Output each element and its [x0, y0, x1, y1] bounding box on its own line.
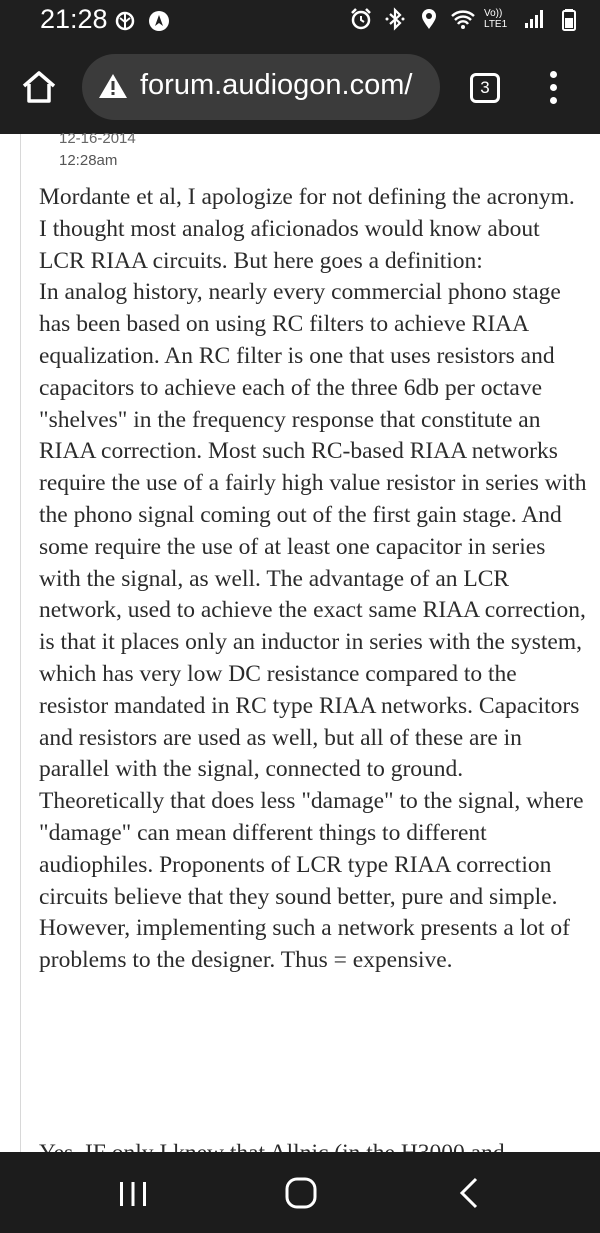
status-right-icons	[348, 6, 582, 32]
tab-switcher-button[interactable]: 3	[470, 73, 500, 103]
navigation-bar	[0, 1152, 600, 1233]
recent-apps-icon[interactable]	[116, 1180, 150, 1208]
post-date: 12-16-2014	[59, 130, 136, 147]
forum-post	[20, 130, 589, 1152]
post-paragraph: Mordante et al, I apologize for not defining the acronym. I thought most analog aficionados would know about LCR RIAA circuits. But here goes a definition:	[39, 184, 575, 274]
home-icon[interactable]	[284, 1176, 318, 1210]
menu-dot	[550, 97, 557, 104]
address-bar[interactable]	[82, 54, 440, 120]
status-left-icons	[112, 8, 172, 34]
url-text[interactable]: forum.audiogon.com/	[140, 69, 413, 101]
warning-icon[interactable]	[98, 72, 128, 100]
alarm-icon	[348, 6, 374, 32]
menu-dot	[550, 71, 557, 78]
status-time: 21:28	[40, 4, 108, 34]
navigation-icon	[146, 8, 172, 34]
network-label	[484, 8, 514, 30]
status-bar	[0, 0, 600, 44]
usb-icon	[112, 8, 138, 34]
post-paragraph: In analog history, nearly every commercial phono stage has been based on using RC filters to achieve RIAA equalization. An RC filter is one that uses resistors and capacitors to achieve each of the three 6db per octave "shelves" in the frequency response that constitute an RIAA correction. Most such RC-based RIAA networks require the use of a fairly high value resistor in series with the phono signal coming out of the first gain stage. And some require the use of at least one capacitor in series with the signal, as well. The advantage of an LCR network, used to achieve the exact same RIAA correction, is that it places only an inductor in series with the system, which has very low DC resistance compared to the resistor mandated in RC type RIAA networks. Capacitors and resistors are used as well, but all of these are in parallel with the signal, connected to ground. Theoretically that does less "damage" to the signal, where "damage" can mean different things to different audiophiles. Proponents of LCR type RIAA correction circuits believe that they sound better, pure and simple. However, implementing such a network presents a lot of problems to the designer. Thus = expensive.	[39, 279, 587, 974]
post-body	[39, 182, 587, 977]
signal-icon	[522, 6, 548, 32]
battery-icon	[556, 6, 582, 32]
back-icon[interactable]	[456, 1176, 482, 1210]
wifi-icon	[450, 6, 476, 32]
bluetooth-icon	[382, 6, 408, 32]
network-label-top: Vo))	[484, 8, 503, 19]
location-icon	[416, 6, 442, 32]
menu-dot	[550, 84, 557, 91]
browser-toolbar	[0, 44, 600, 134]
network-label-bottom: LTE1	[484, 19, 508, 30]
home-icon[interactable]	[18, 66, 60, 108]
post-time: 12:28am	[59, 152, 118, 169]
overflow-menu-icon[interactable]	[540, 68, 566, 108]
